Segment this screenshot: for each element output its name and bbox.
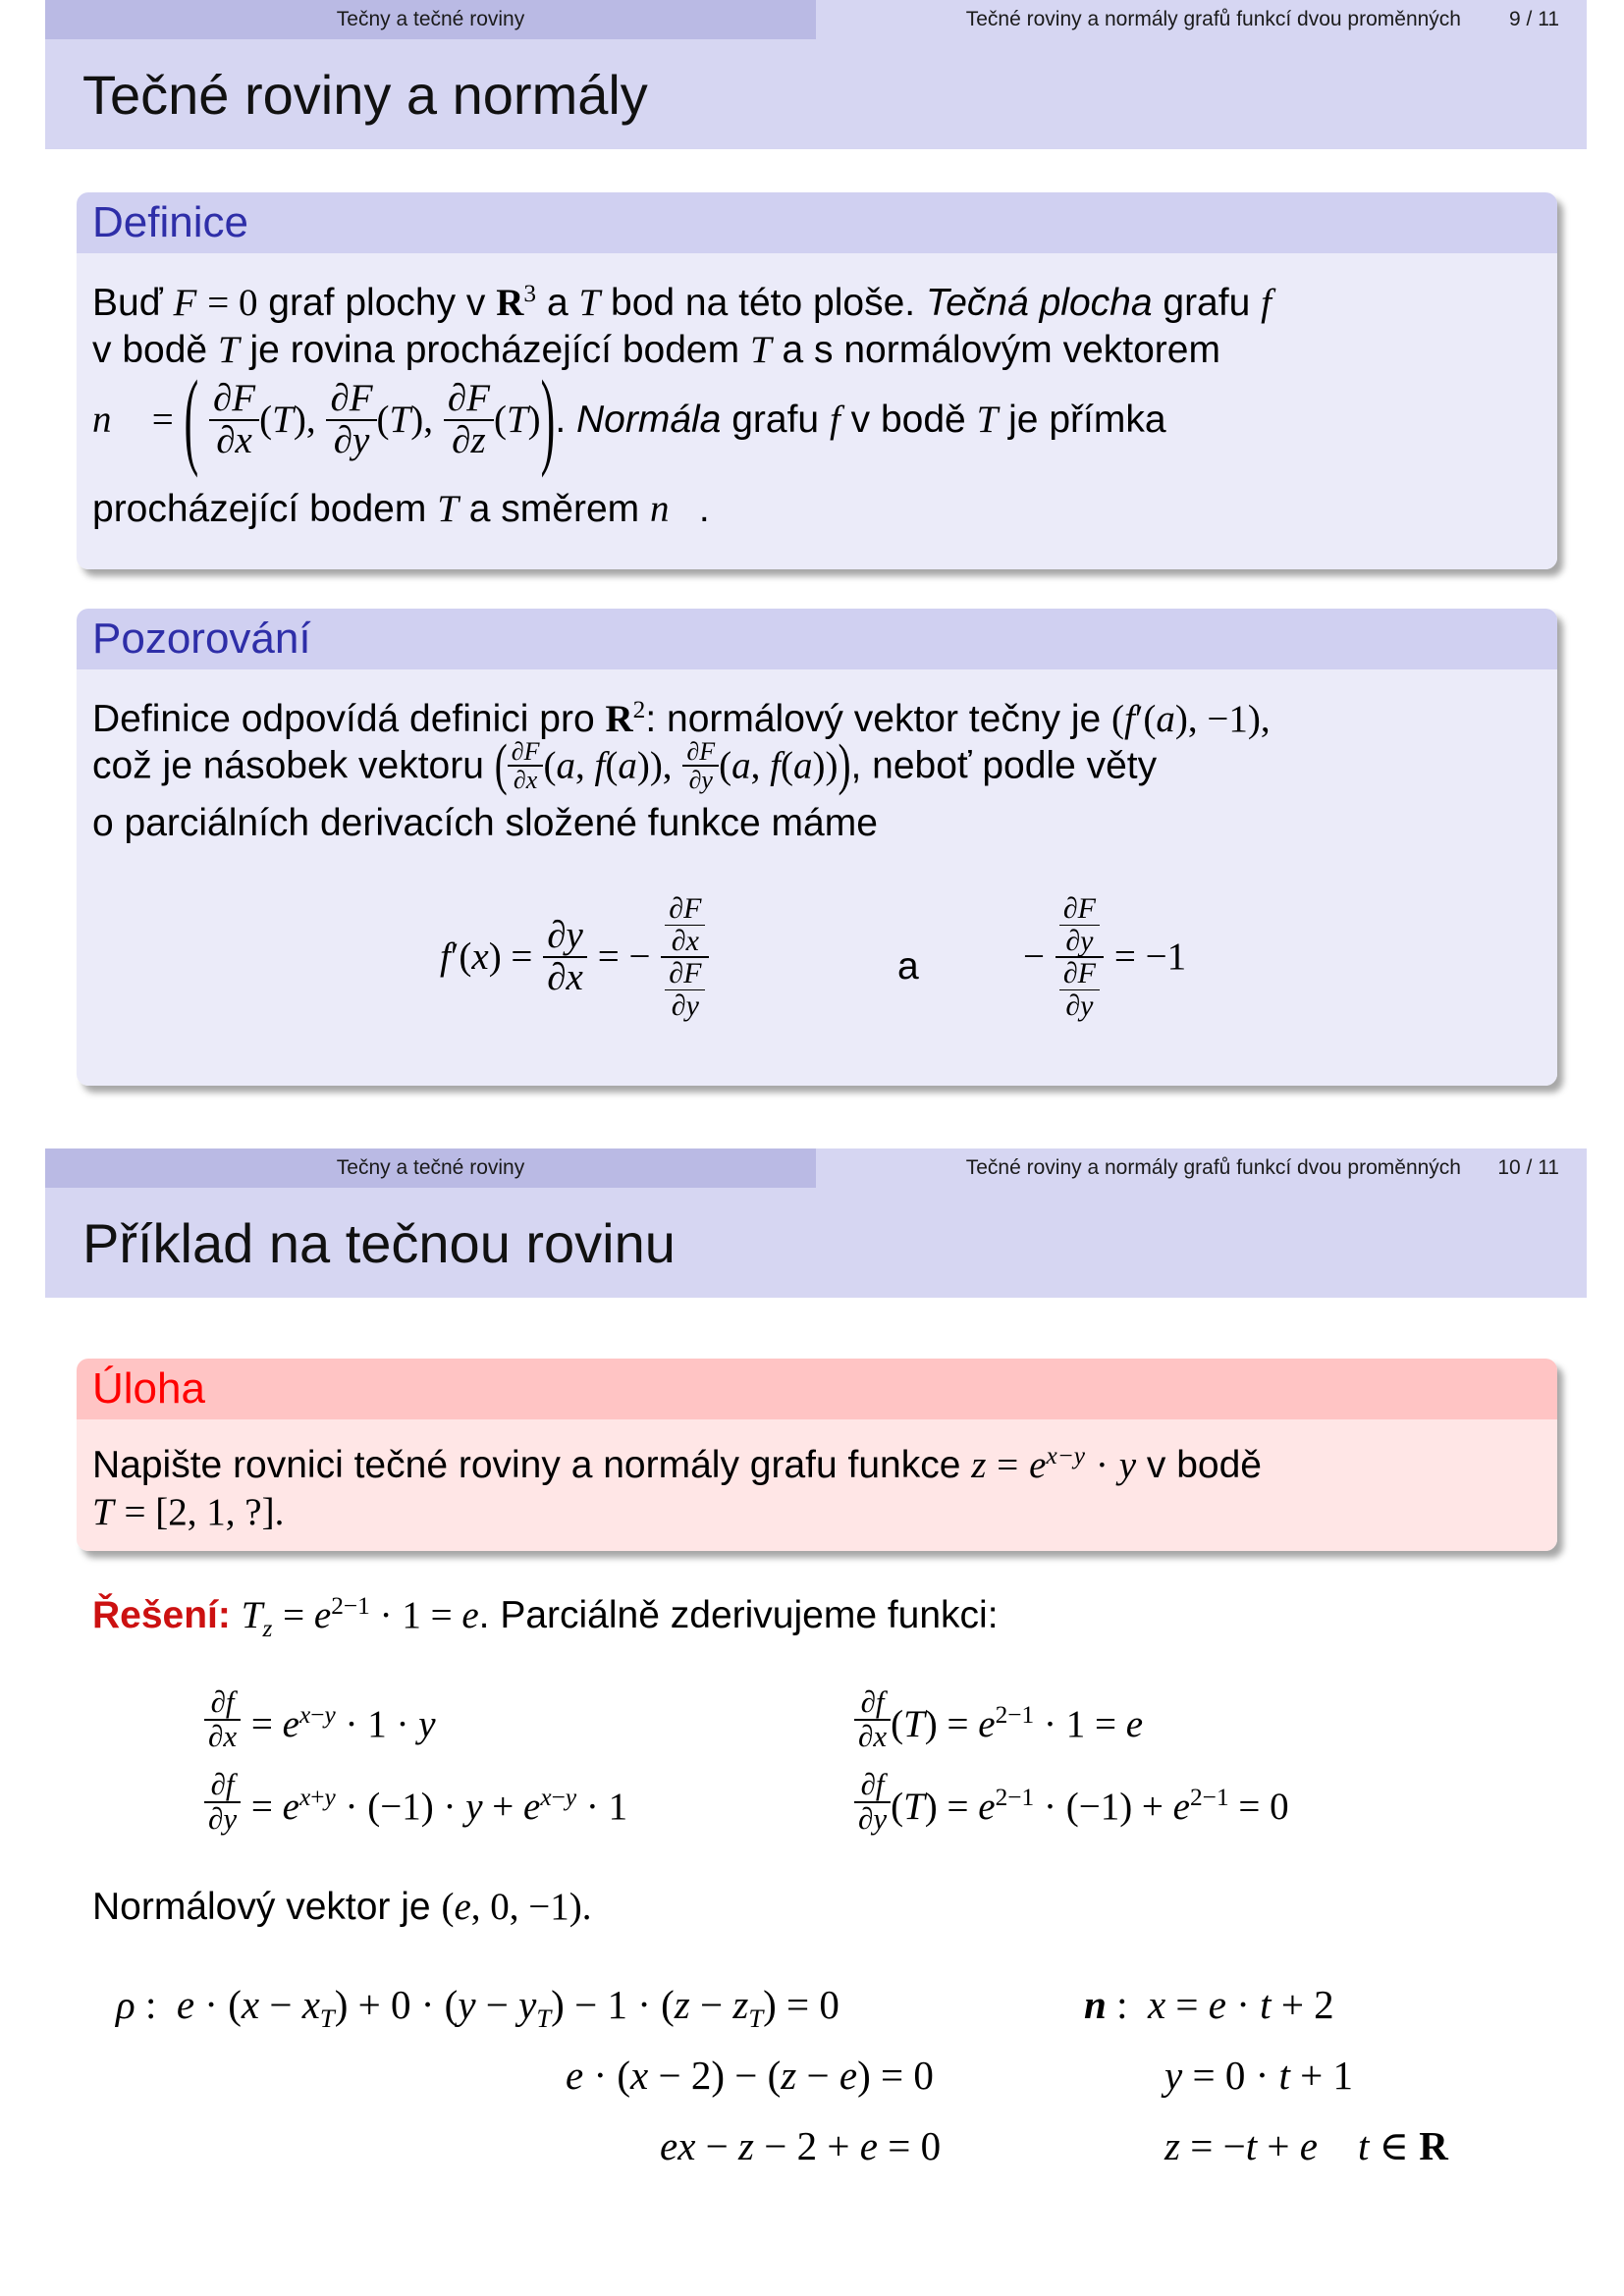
frame-title: Tečné roviny a normály	[82, 64, 648, 126]
obs-line-3: o parciálních derivacích složené funkce máme	[92, 802, 878, 844]
task-body	[77, 1419, 1557, 1551]
task-title: Úloha	[77, 1359, 1557, 1419]
header-section: Tečné roviny a normály grafů funkcí dvou proměnných	[965, 8, 1461, 30]
slide-9	[45, 0, 1587, 1148]
solution-line: Řešení: $T_z = e^{2-1} \cdot 1 = e$. Parciálně zderivujeme funkci:	[92, 1592, 999, 1642]
header-right	[816, 1148, 1587, 1188]
partial-fx: $\frac{\partial f}{\partial x}$ = $e^{x-y} \cdot 1 \cdot y$	[204, 1686, 436, 1752]
page-number: 9 / 11	[1509, 8, 1559, 30]
task-block	[77, 1359, 1557, 1551]
normal-vector-line: Normálový vektor je (e, 0, −1).	[92, 1886, 592, 1928]
header-right	[816, 0, 1587, 39]
plane-eq-1: ρ : $e \cdot (x - x_T) + 0 \cdot (y - y_T) - 1 \cdot (z - z_T) = 0$	[116, 1982, 839, 2034]
header-section: Tečné roviny a normály grafů funkcí dvou proměnných	[965, 1156, 1461, 1179]
observation-block	[77, 609, 1557, 1086]
observation-body	[77, 669, 1557, 1086]
definition-body	[77, 253, 1557, 569]
frame-title-bar	[45, 1188, 1587, 1298]
def-line-1: Buď F = 0 graf plochy v $R^3$ a T bod na této ploše. Tečná plocha grafu f	[92, 280, 1272, 324]
normal-line-x: n : x = e · t + 2	[1084, 1982, 1334, 2027]
normal-line-y: y = 0 · t + 1	[1164, 2053, 1354, 2098]
observation-title: Pozorování	[77, 609, 1557, 669]
derivative-formula: f′(x) = $\frac{\partial y}{\partial x}$ = − $\frac{\frac{\partial F}{\partial x}}{\frac{\partial F}{\partial y}}$	[440, 893, 709, 1021]
page-number: 10 / 11	[1497, 1156, 1559, 1179]
and-word: a	[897, 945, 919, 988]
partial-fy-at-T: $\frac{\partial f}{\partial y}$ $(T) = e^{2-1} \cdot (-1) + e^{2-1} = 0$	[854, 1769, 1289, 1835]
plane-eq-2: e · (x − 2) − (z − e) = 0	[566, 2053, 934, 2098]
obs-line-1: Definice odpovídá definici pro $R^2$: normálový vektor tečny je (f′(a), −1),	[92, 696, 1271, 740]
task-line-1: Napište rovnici tečné roviny a normály grafu funkce $z = e^{x-y} \cdot y$ v bodě	[92, 1442, 1263, 1486]
obs-line-2: což je násobek vektoru ( $\frac{\partial F}{\partial x}$ (a, f(a)), $\frac{\partial F}{\partial y}$ (a, f(a))), neboť podle věty	[92, 733, 1158, 797]
frame-title: Příklad na tečnou rovinu	[82, 1212, 676, 1274]
normal-line-z: z = −t + e t ∈ R	[1164, 2123, 1448, 2168]
def-line-2: v bodě T je rovina procházející bodem T a s normálovým vektorem	[92, 329, 1220, 371]
solution-label: Řešení:	[92, 1594, 231, 1636]
slide-10	[45, 1148, 1587, 2296]
definition-block	[77, 192, 1557, 569]
plane-eq-3: ex − z − 2 + e = 0	[660, 2123, 942, 2168]
slide-header	[45, 0, 1587, 39]
header-left: Tečny a tečné roviny	[45, 0, 816, 39]
slide-header	[45, 1148, 1587, 1188]
header-left: Tečny a tečné roviny	[45, 1148, 816, 1188]
frame-title-bar	[45, 39, 1587, 149]
task-line-2: T = [2, 1, ?].	[92, 1491, 285, 1533]
partial-fx-at-T: $\frac{\partial f}{\partial x}$ $(T) = e^{2-1} \cdot 1 = e$	[854, 1686, 1143, 1752]
def-line-4: procházející bodem T a směrem n⃗.	[92, 488, 710, 530]
definition-title: Definice	[77, 192, 1557, 253]
minus-one-formula: − $\frac{\frac{\partial F}{\partial y}}{\frac{\partial F}{\partial y}}$ = −1	[1023, 892, 1187, 1022]
def-line-3: n⃗ = ( $\frac{\partial F}{\partial x}$ (T), $\frac{\partial F}{\partial y}$ (T), $\frac{\partial F}{\partial z}$ (T)). Normála grafu f v bodě T je přímka	[92, 358, 1166, 479]
partial-fy: $\frac{\partial f}{\partial y}$ = $e^{x+y} \cdot (-1) \cdot y + e^{x-y} \cdot 1$	[204, 1769, 627, 1835]
